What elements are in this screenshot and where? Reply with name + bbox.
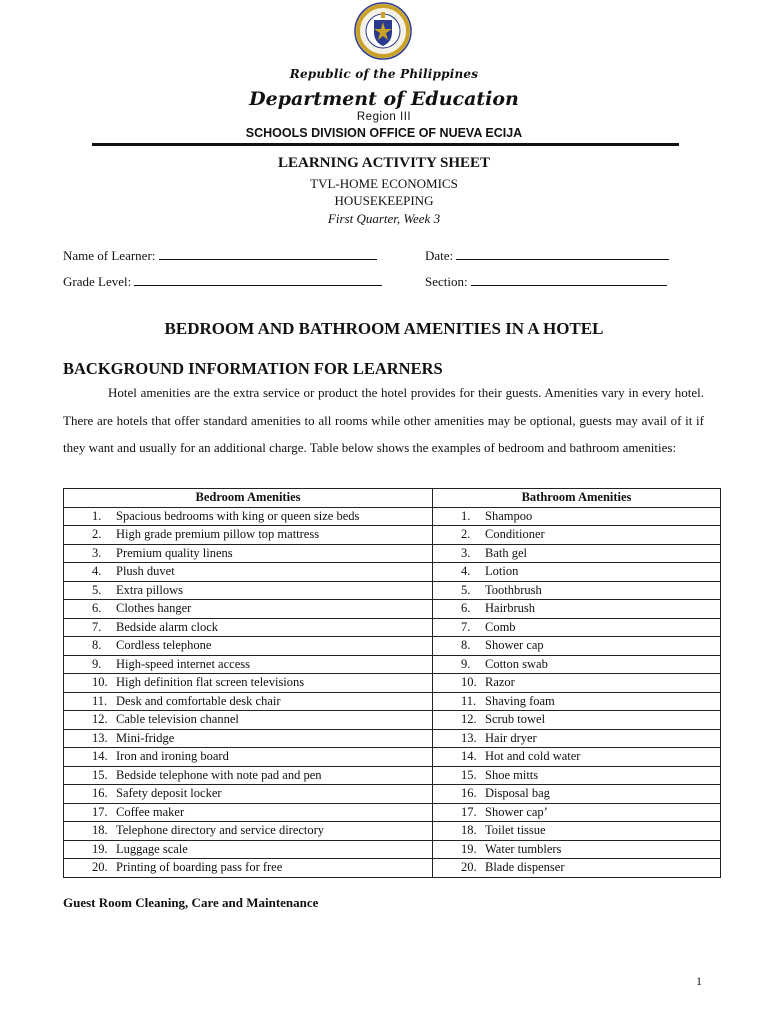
bedroom-cell	[64, 766, 433, 785]
component-title: HOUSEKEEPING	[334, 193, 434, 208]
division-office: SCHOOLS DIVISION OFFICE OF NUEVA ECIJA	[245, 126, 523, 140]
bathroom-cell	[433, 859, 721, 878]
bathroom-amenity: Cotton swab	[485, 656, 548, 671]
bathroom-amenity: Toilet tissue	[485, 823, 546, 838]
table-row	[64, 526, 721, 545]
table-row	[64, 507, 721, 526]
bathroom-amenity: Hairbrush	[485, 601, 535, 616]
bedroom-cell	[64, 637, 433, 656]
table-row	[64, 600, 721, 619]
bathroom-number: 18.	[461, 823, 477, 838]
bathroom-number: 5.	[461, 582, 471, 597]
bedroom-number: 10.	[92, 675, 108, 690]
bathroom-amenity: Scrub towel	[485, 712, 546, 727]
bedroom-amenity: Extra pillows	[116, 582, 184, 597]
table-row	[64, 840, 721, 859]
table-row	[64, 563, 721, 582]
bedroom-number: 5.	[92, 582, 102, 597]
bedroom-number: 7.	[92, 619, 102, 634]
bathroom-cell	[433, 544, 721, 563]
bedroom-amenity: Spacious bedrooms with king or queen size beds	[116, 508, 360, 523]
bathroom-number: 19.	[461, 841, 477, 856]
bedroom-cell	[64, 840, 433, 859]
quarter-week: First Quarter, Week 3	[327, 211, 441, 226]
bedroom-amenity: Coffee maker	[116, 804, 185, 819]
bedroom-amenity: High definition flat screen televisions	[116, 675, 305, 690]
section-label: Section:	[425, 274, 468, 289]
bedroom-amenity: Cordless telephone	[116, 638, 212, 653]
bedroom-cell	[64, 544, 433, 563]
bathroom-number: 7.	[461, 619, 471, 634]
lesson-title: BEDROOM AND BATHROOM AMENITIES IN A HOTEL	[164, 319, 604, 338]
bathroom-header: Bathroom Amenities	[433, 489, 721, 508]
bathroom-cell	[433, 637, 721, 656]
bedroom-cell	[64, 692, 433, 711]
bedroom-cell	[64, 859, 433, 878]
table-header-row	[64, 489, 721, 508]
bedroom-number: 3.	[92, 545, 102, 560]
table-row	[64, 618, 721, 637]
department-name: Department of Education	[249, 88, 519, 110]
background-paragraph: Hotel amenities are the extra service or product the hotel provides for their guests. Amenities vary in every hotel. There are hotels that offer standard amenities to all rooms while other amenities may be optional, guests may avail of it if they want and usually for an additional charge. Table below shows the examples of bedroom and bathroom amenities:	[63, 385, 704, 455]
bathroom-cell	[433, 581, 721, 600]
bathroom-cell	[433, 655, 721, 674]
bedroom-amenity: Bedside telephone with note pad and pen	[116, 767, 322, 782]
bedroom-cell	[64, 526, 433, 545]
bathroom-cell	[433, 822, 721, 841]
bathroom-amenity: Comb	[485, 619, 516, 634]
bedroom-number: 12.	[92, 712, 108, 727]
bedroom-cell	[64, 507, 433, 526]
bathroom-number: 13.	[461, 730, 477, 745]
sheet-title: LEARNING ACTIVITY SHEET	[278, 155, 490, 171]
bathroom-amenity: Hair dryer	[485, 730, 537, 745]
table-row	[64, 803, 721, 822]
bedroom-number: 17.	[92, 804, 108, 819]
bedroom-cell	[64, 785, 433, 804]
bathroom-number: 20.	[461, 860, 477, 875]
bathroom-amenity: Shaving foam	[485, 693, 555, 708]
table-row	[64, 655, 721, 674]
bathroom-number: 1.	[461, 508, 471, 523]
bedroom-amenity: Bedside alarm clock	[116, 619, 219, 634]
bathroom-cell	[433, 600, 721, 619]
bedroom-amenity: High-speed internet access	[116, 656, 250, 671]
bedroom-number: 19.	[92, 841, 108, 856]
bathroom-cell	[433, 766, 721, 785]
bedroom-number: 11.	[92, 693, 108, 708]
bedroom-number: 2.	[92, 527, 102, 542]
bathroom-number: 11.	[461, 693, 477, 708]
learner-name-label: Name of Learner:	[63, 248, 156, 263]
bedroom-cell	[64, 674, 433, 693]
bedroom-number: 6.	[92, 601, 102, 616]
table-row	[64, 785, 721, 804]
bathroom-amenity: Conditioner	[485, 527, 545, 542]
header-divider	[92, 143, 679, 146]
bedroom-amenity: Premium quality linens	[116, 545, 233, 560]
bedroom-amenity: Printing of boarding pass for free	[116, 860, 283, 875]
bathroom-cell	[433, 711, 721, 730]
bathroom-cell	[433, 692, 721, 711]
bathroom-amenity: Shoe mitts	[485, 767, 539, 782]
subject-title: TVL-HOME ECONOMICS	[310, 176, 458, 191]
bathroom-amenity: Shower cap	[485, 638, 544, 653]
bedroom-amenity: Mini-fridge	[116, 730, 175, 745]
bedroom-number: 20.	[92, 860, 108, 875]
bathroom-number: 14.	[461, 749, 477, 764]
bedroom-amenity: Safety deposit locker	[116, 786, 222, 801]
bathroom-amenity: Bath gel	[485, 545, 528, 560]
bathroom-amenity: Hot and cold water	[485, 749, 581, 764]
date-label: Date:	[425, 248, 454, 263]
bathroom-cell	[433, 674, 721, 693]
table-row	[64, 822, 721, 841]
bedroom-number: 18.	[92, 823, 108, 838]
bedroom-number: 4.	[92, 564, 102, 579]
bathroom-amenity: Water tumblers	[485, 841, 562, 856]
bedroom-amenity: Plush duvet	[116, 564, 175, 579]
table-row	[64, 692, 721, 711]
bedroom-cell	[64, 655, 433, 674]
background-heading: BACKGROUND INFORMATION FOR LEARNERS	[63, 359, 443, 378]
bedroom-number: 16.	[92, 786, 108, 801]
bathroom-cell	[433, 748, 721, 767]
bathroom-number: 15.	[461, 767, 477, 782]
bedroom-cell	[64, 600, 433, 619]
region-text: Region III	[356, 111, 412, 123]
bedroom-cell	[64, 748, 433, 767]
bathroom-number: 4.	[461, 564, 471, 579]
bedroom-cell	[64, 618, 433, 637]
bathroom-number: 12.	[461, 712, 477, 727]
bedroom-number: 9.	[92, 656, 102, 671]
next-section-heading: Guest Room Cleaning, Care and Maintenance	[63, 895, 319, 910]
republic-text: Republic of the Philippines	[289, 67, 479, 81]
bathroom-cell	[433, 785, 721, 804]
bathroom-amenity: Blade dispenser	[485, 860, 565, 875]
bedroom-number: 15.	[92, 767, 108, 782]
bedroom-number: 13.	[92, 730, 108, 745]
bedroom-amenity: Desk and comfortable desk chair	[116, 693, 281, 708]
bathroom-cell	[433, 507, 721, 526]
page-number: 1	[696, 974, 702, 988]
bathroom-cell	[433, 618, 721, 637]
bathroom-number: 17.	[461, 804, 477, 819]
bathroom-amenity: Shampoo	[485, 508, 533, 523]
grade-level-blank[interactable]	[134, 273, 382, 286]
bedroom-amenity: Iron and ironing board	[116, 749, 229, 764]
bathroom-amenity: Lotion	[485, 564, 519, 579]
bathroom-number: 3.	[461, 545, 471, 560]
bedroom-cell	[64, 729, 433, 748]
bathroom-number: 6.	[461, 601, 471, 616]
bathroom-cell	[433, 729, 721, 748]
grade-level-label: Grade Level:	[63, 274, 132, 289]
bedroom-header: Bedroom Amenities	[64, 489, 433, 508]
bedroom-amenity: Telephone directory and service directory	[116, 823, 325, 838]
bathroom-cell	[433, 803, 721, 822]
table-row	[64, 711, 721, 730]
bathroom-number: 16.	[461, 786, 477, 801]
bedroom-cell	[64, 822, 433, 841]
date-blank[interactable]	[456, 247, 669, 260]
bedroom-amenity: Cable television channel	[116, 712, 239, 727]
bedroom-amenity: Luggage scale	[116, 841, 188, 856]
bathroom-number: 10.	[461, 675, 477, 690]
table-row	[64, 748, 721, 767]
table-row	[64, 544, 721, 563]
section-field	[425, 273, 667, 290]
bedroom-number: 14.	[92, 749, 108, 764]
learner-name-blank[interactable]	[159, 247, 377, 260]
bedroom-amenity: High grade premium pillow top mattress	[116, 527, 320, 542]
bathroom-cell	[433, 840, 721, 859]
section-blank[interactable]	[471, 273, 667, 286]
table-row	[64, 859, 721, 878]
bathroom-amenity: Razor	[485, 675, 515, 690]
bathroom-cell	[433, 526, 721, 545]
bathroom-amenity: Toothbrush	[485, 582, 542, 597]
bedroom-cell	[64, 711, 433, 730]
bedroom-cell	[64, 803, 433, 822]
bathroom-amenity: Disposal bag	[485, 786, 550, 801]
table-row	[64, 637, 721, 656]
learner-name-field	[63, 247, 377, 264]
bedroom-number: 8.	[92, 638, 102, 653]
bedroom-cell	[64, 563, 433, 582]
bathroom-number: 9.	[461, 656, 471, 671]
table-row	[64, 729, 721, 748]
table-row	[64, 581, 721, 600]
deped-seal	[348, 2, 418, 60]
table-row	[64, 766, 721, 785]
bedroom-cell	[64, 581, 433, 600]
bedroom-amenity: Clothes hanger	[116, 601, 192, 616]
bathroom-number: 8.	[461, 638, 471, 653]
date-field	[425, 247, 669, 264]
table-row	[64, 674, 721, 693]
amenities-table	[63, 488, 721, 878]
bathroom-amenity: Shower cap’	[485, 804, 548, 819]
bedroom-number: 1.	[92, 508, 102, 523]
bathroom-cell	[433, 563, 721, 582]
bathroom-number: 2.	[461, 527, 471, 542]
grade-level-field	[63, 273, 382, 290]
